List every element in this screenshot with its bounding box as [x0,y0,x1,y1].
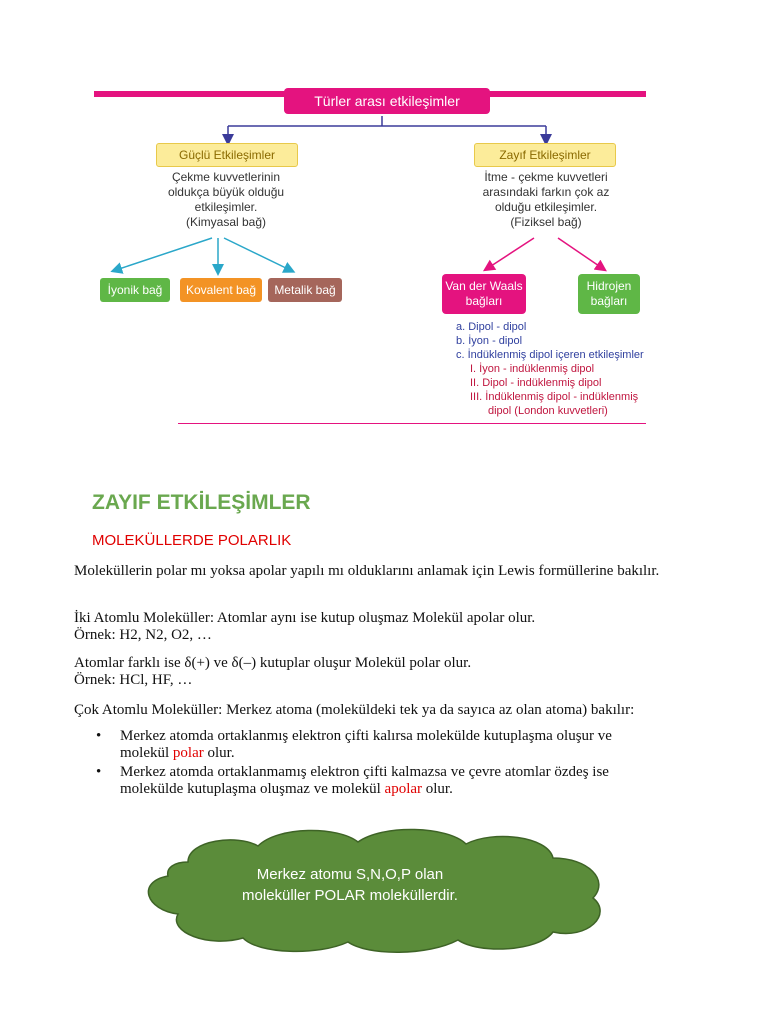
weak-interactions-label: Zayıf Etkileşimler [474,143,616,167]
list-item: • Merkez atomda ortaklanmış elektron çifti kalırsa molekülde kutuplaşma oluşur ve molekül polar olur. [96,728,612,761]
cloud-callout-text: Merkez atomu S,N,O,P olan moleküller POLAR moleküllerdir. [242,866,458,904]
diagram-title: Türler arası etkileşimler [284,88,490,114]
weak-description: İtme - çekme kuvvetleri arasındaki farkın çok az olduğu etkileşimler. (Fiziksel bağ) [482,170,610,229]
polar-highlight: polar [172,745,204,761]
metallic-bond-chip: Metalik bağ [268,278,342,302]
paragraph-lewis: Moleküllerin polar mı yoksa apolar yapılı mı olduklarını anlamak için Lewis formüllerine bakılır. [74,563,660,579]
apolar-highlight: apolar [384,781,423,797]
strong-interactions-label: Güçlü Etkileşimler [156,143,298,167]
van-der-waals-chip: Van der Waals bağları [442,274,526,314]
paragraph-polyatomic: Çok Atomlu Moleküller: Merkez atoma (moleküldeki tek ya da sayıca az olan atoma) bakılır: [74,702,635,718]
polarity-rules-list [96,728,656,800]
vdw-type-list: a. Dipol - dipol b. İyon - dipol c. İndüklenmiş dipol içeren etkileşimler [456,321,644,361]
ionic-bond-chip: İyonik bağ [100,278,170,302]
list-item: • Merkez atomda ortaklanmamış elektron çifti kalmazsa ve çevre atomlar özdeş ise molekülde kutuplaşma oluşmaz ve molekül apolar olur. [96,764,609,797]
paragraph-different-atoms: Atomlar farklı ise δ(+) ve δ(–) kutuplar oluşur Molekül polar olur. Örnek: HCl, HF, … [74,655,472,688]
bullet-icon: • [96,728,102,744]
diagram-bottom-line [178,423,646,424]
bullet-icon: • [96,764,102,780]
interaction-diagram [94,88,678,428]
paragraph-diatomic: İki Atomlu Moleküller: Atomlar aynı ise kutup oluşmaz Molekül apolar olur. Örnek: H2, N2, O2, … [74,610,536,643]
hydrogen-bond-chip: Hidrojen bağları [578,274,640,314]
covalent-bond-chip: Kovalent bağ [180,278,262,302]
section-subheading: MOLEKÜLLERDE POLARLIK [92,532,292,549]
induced-dipole-sublist: I. İyon - indüklenmiş dipol II. Dipol - indüklenmiş dipol III. İndüklenmiş dipol - indüklenmiş dipol (London kuvvetleri) [470,363,639,417]
strong-description: Çekme kuvvetlerinin oldukça büyük olduğu etkileşimler. (Kimyasal bağ) [167,170,285,229]
section-heading: ZAYIF ETKİLEŞİMLER [92,491,311,514]
